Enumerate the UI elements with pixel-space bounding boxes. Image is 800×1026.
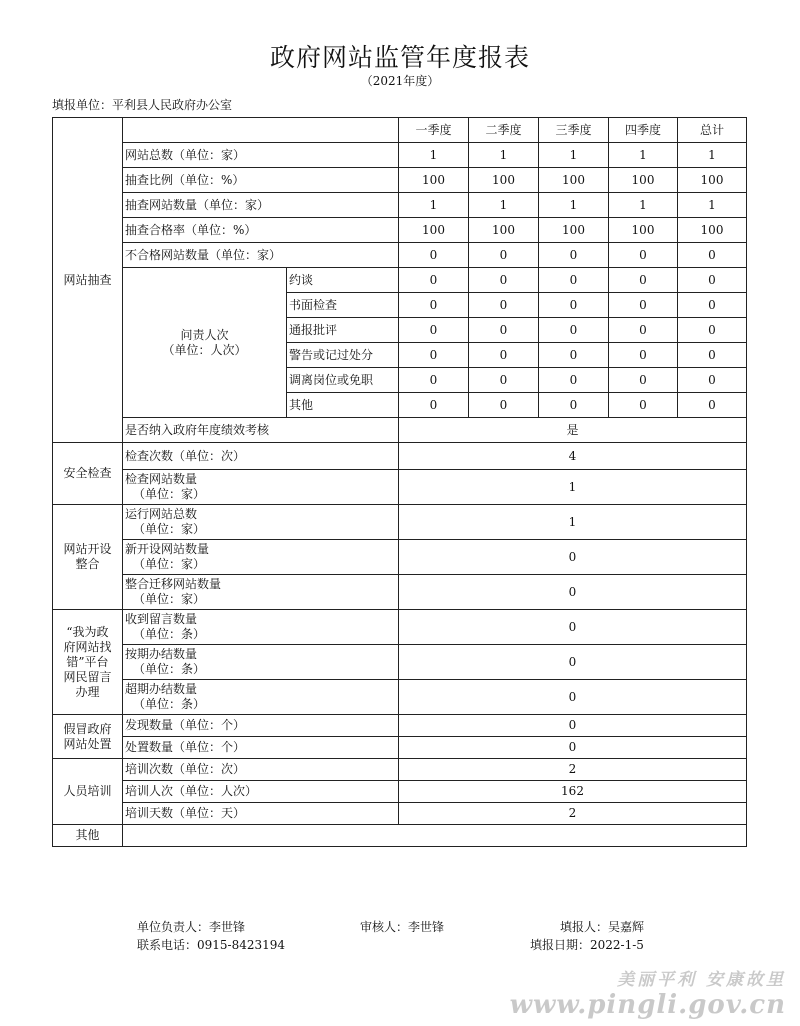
row-label: 警告或记过处分 <box>287 343 399 368</box>
performance-value: 是 <box>399 418 747 443</box>
cell-value: 1 <box>399 193 469 218</box>
cell-value: 0 <box>678 343 747 368</box>
cell-value: 0 <box>609 293 678 318</box>
cell-value: 1 <box>399 470 747 505</box>
row-label: 通报批评 <box>287 318 399 343</box>
row-label-unit: （单位：家） <box>133 522 206 536</box>
table-row <box>53 168 747 193</box>
section-line: 整合 <box>75 557 100 571</box>
header-q1: 一季度 <box>399 118 469 143</box>
cell-value: 0 <box>609 368 678 393</box>
cell-value: 0 <box>399 680 747 715</box>
cell-value: 0 <box>539 243 609 268</box>
footer-filler: 填报人：吴嘉辉 <box>560 920 645 934</box>
row-label-unit: （单位：家） <box>133 592 206 606</box>
header-q4: 四季度 <box>609 118 678 143</box>
cell-value: 1 <box>399 505 747 540</box>
watermark-url: www.pingli.gov.cn <box>509 990 786 1020</box>
cell-value: 0 <box>469 268 539 293</box>
cell-value: 0 <box>678 293 747 318</box>
cell-value: 0 <box>399 243 469 268</box>
cell-value: 0 <box>469 368 539 393</box>
cell-value: 0 <box>678 368 747 393</box>
header-q2: 二季度 <box>469 118 539 143</box>
section-fake-sites <box>53 715 123 759</box>
cell-value: 0 <box>609 268 678 293</box>
cell-value: 0 <box>399 737 747 759</box>
row-label-text: 检查网站数量 <box>125 472 198 486</box>
cell-value: 2 <box>399 803 747 825</box>
other-blank <box>123 825 747 847</box>
row-label-text: 收到留言数量 <box>125 612 198 626</box>
filler-unit: 填报单位：平利县人民政府办公室 <box>52 98 233 112</box>
row-label: 不合格网站数量（单位：家） <box>123 243 399 268</box>
cell-value: 1 <box>678 143 747 168</box>
section-line: 网民留言 <box>63 669 112 684</box>
table-row <box>53 715 747 737</box>
table-row <box>53 418 747 443</box>
row-label: 培训次数（单位：次） <box>123 759 399 781</box>
cell-value: 0 <box>399 368 469 393</box>
cell-value: 100 <box>399 218 469 243</box>
row-label-text: 按期办结数量 <box>125 647 198 661</box>
table-row <box>53 143 747 168</box>
accountability-unit: （单位：人次） <box>162 342 247 357</box>
cell-value: 100 <box>539 168 609 193</box>
section-training: 人员培训 <box>53 759 123 825</box>
accountability-label <box>123 268 287 418</box>
cell-value: 0 <box>469 293 539 318</box>
row-label-text: 运行网站总数 <box>125 507 198 521</box>
row-label: 培训人次（单位：人次） <box>123 781 399 803</box>
section-line: 办理 <box>75 684 100 699</box>
header-q3: 三季度 <box>539 118 609 143</box>
row-label <box>123 540 399 575</box>
row-label: 抽查合格率（单位：%） <box>123 218 399 243</box>
section-line: “我为政 <box>66 624 109 639</box>
table-row <box>53 243 747 268</box>
footer-date: 填报日期：2022-1-5 <box>530 938 644 952</box>
cell-value: 4 <box>399 443 747 470</box>
cell-value: 0 <box>399 715 747 737</box>
table-row <box>53 610 747 645</box>
cell-value: 1 <box>469 193 539 218</box>
cell-value: 0 <box>469 393 539 418</box>
table-row <box>53 218 747 243</box>
row-label-unit: （单位：条） <box>133 627 206 641</box>
row-label: 发现数量（单位：个） <box>123 715 399 737</box>
watermark <box>510 965 786 1020</box>
cell-value: 0 <box>539 393 609 418</box>
cell-value: 0 <box>399 318 469 343</box>
cell-value: 0 <box>539 343 609 368</box>
cell-value: 0 <box>469 343 539 368</box>
section-line: 网站处置 <box>63 736 112 751</box>
section-line: 网站开设 <box>63 542 112 556</box>
cell-value: 100 <box>469 218 539 243</box>
row-label: 是否纳入政府年度绩效考核 <box>123 418 399 443</box>
section-other: 其他 <box>53 825 123 847</box>
cell-value: 0 <box>609 343 678 368</box>
table-row <box>53 505 747 540</box>
row-label <box>123 610 399 645</box>
table-row <box>53 443 747 470</box>
row-label-unit: （单位：条） <box>133 662 206 676</box>
cell-value: 0 <box>539 318 609 343</box>
watermark-slogan: 美丽平利 安康故里 <box>617 970 786 990</box>
header-total: 总计 <box>678 118 747 143</box>
cell-value: 0 <box>399 293 469 318</box>
table-row <box>53 268 747 293</box>
table-row <box>53 193 747 218</box>
row-label-text: 整合迁移网站数量 <box>125 577 222 591</box>
table-row <box>53 540 747 575</box>
row-label <box>123 575 399 610</box>
footer-reviewer: 审核人：李世锋 <box>360 920 445 934</box>
row-label: 检查次数（单位：次） <box>123 443 399 470</box>
section-messages <box>53 610 123 715</box>
header-blank <box>123 118 399 143</box>
cell-value: 0 <box>539 293 609 318</box>
row-label <box>123 470 399 505</box>
cell-value: 0 <box>399 645 747 680</box>
table-row <box>53 737 747 759</box>
cell-value: 162 <box>399 781 747 803</box>
cell-value: 0 <box>399 540 747 575</box>
section-integration <box>53 505 123 610</box>
cell-value: 100 <box>609 168 678 193</box>
footer-phone: 联系电话：0915-8423194 <box>137 938 286 952</box>
accountability-title: 问责人次 <box>180 327 229 342</box>
cell-value: 100 <box>399 168 469 193</box>
table-row <box>53 825 747 847</box>
row-label-text: 超期办结数量 <box>125 682 198 696</box>
table-row <box>53 470 747 505</box>
table-row <box>53 645 747 680</box>
section-line: 错”平台 <box>66 654 109 669</box>
cell-value: 1 <box>609 143 678 168</box>
cell-value: 0 <box>469 318 539 343</box>
row-label: 处置数量（单位：个） <box>123 737 399 759</box>
table-row <box>53 759 747 781</box>
cell-value: 0 <box>678 318 747 343</box>
row-label <box>123 645 399 680</box>
row-label <box>123 680 399 715</box>
cell-value: 1 <box>539 143 609 168</box>
row-label: 约谈 <box>287 268 399 293</box>
report-table <box>52 117 747 847</box>
row-label-text: 新开设网站数量 <box>125 542 210 556</box>
cell-value: 2 <box>399 759 747 781</box>
row-label: 抽查网站数量（单位：家） <box>123 193 399 218</box>
cell-value: 100 <box>609 218 678 243</box>
section-spot-check: 网站抽查 <box>53 118 123 443</box>
table-row <box>53 803 747 825</box>
row-label: 调离岗位或免职 <box>287 368 399 393</box>
header-row <box>53 118 747 143</box>
cell-value: 0 <box>539 368 609 393</box>
cell-value: 0 <box>399 268 469 293</box>
cell-value: 0 <box>399 343 469 368</box>
cell-value: 0 <box>678 393 747 418</box>
cell-value: 0 <box>399 575 747 610</box>
footer-head: 单位负责人：李世锋 <box>137 920 246 934</box>
row-label: 抽查比例（单位：%） <box>123 168 399 193</box>
cell-value: 0 <box>609 318 678 343</box>
report-title: 政府网站监管年度报表 <box>269 43 530 72</box>
cell-value: 1 <box>469 143 539 168</box>
section-line: 府网站找 <box>63 639 112 654</box>
cell-value: 1 <box>678 193 747 218</box>
row-label-unit: （单位：家） <box>133 487 206 501</box>
cell-value: 0 <box>539 268 609 293</box>
cell-value: 100 <box>678 168 747 193</box>
cell-value: 0 <box>399 393 469 418</box>
cell-value: 1 <box>609 193 678 218</box>
report-year: （2021年度） <box>360 74 440 88</box>
section-security: 安全检查 <box>53 443 123 505</box>
table-row <box>53 575 747 610</box>
cell-value: 1 <box>399 143 469 168</box>
row-label: 其他 <box>287 393 399 418</box>
row-label-unit: （单位：家） <box>133 557 206 571</box>
row-label <box>123 505 399 540</box>
table-row <box>53 781 747 803</box>
section-line: 假冒政府 <box>63 721 112 736</box>
cell-value: 0 <box>609 393 678 418</box>
cell-value: 0 <box>469 243 539 268</box>
cell-value: 0 <box>678 268 747 293</box>
cell-value: 100 <box>678 218 747 243</box>
table-row <box>53 680 747 715</box>
cell-value: 0 <box>399 610 747 645</box>
row-label: 网站总数（单位：家） <box>123 143 399 168</box>
row-label: 书面检查 <box>287 293 399 318</box>
cell-value: 0 <box>678 243 747 268</box>
cell-value: 100 <box>469 168 539 193</box>
cell-value: 0 <box>609 243 678 268</box>
row-label: 培训天数（单位：天） <box>123 803 399 825</box>
cell-value: 100 <box>539 218 609 243</box>
row-label-unit: （单位：条） <box>133 697 206 711</box>
cell-value: 1 <box>539 193 609 218</box>
